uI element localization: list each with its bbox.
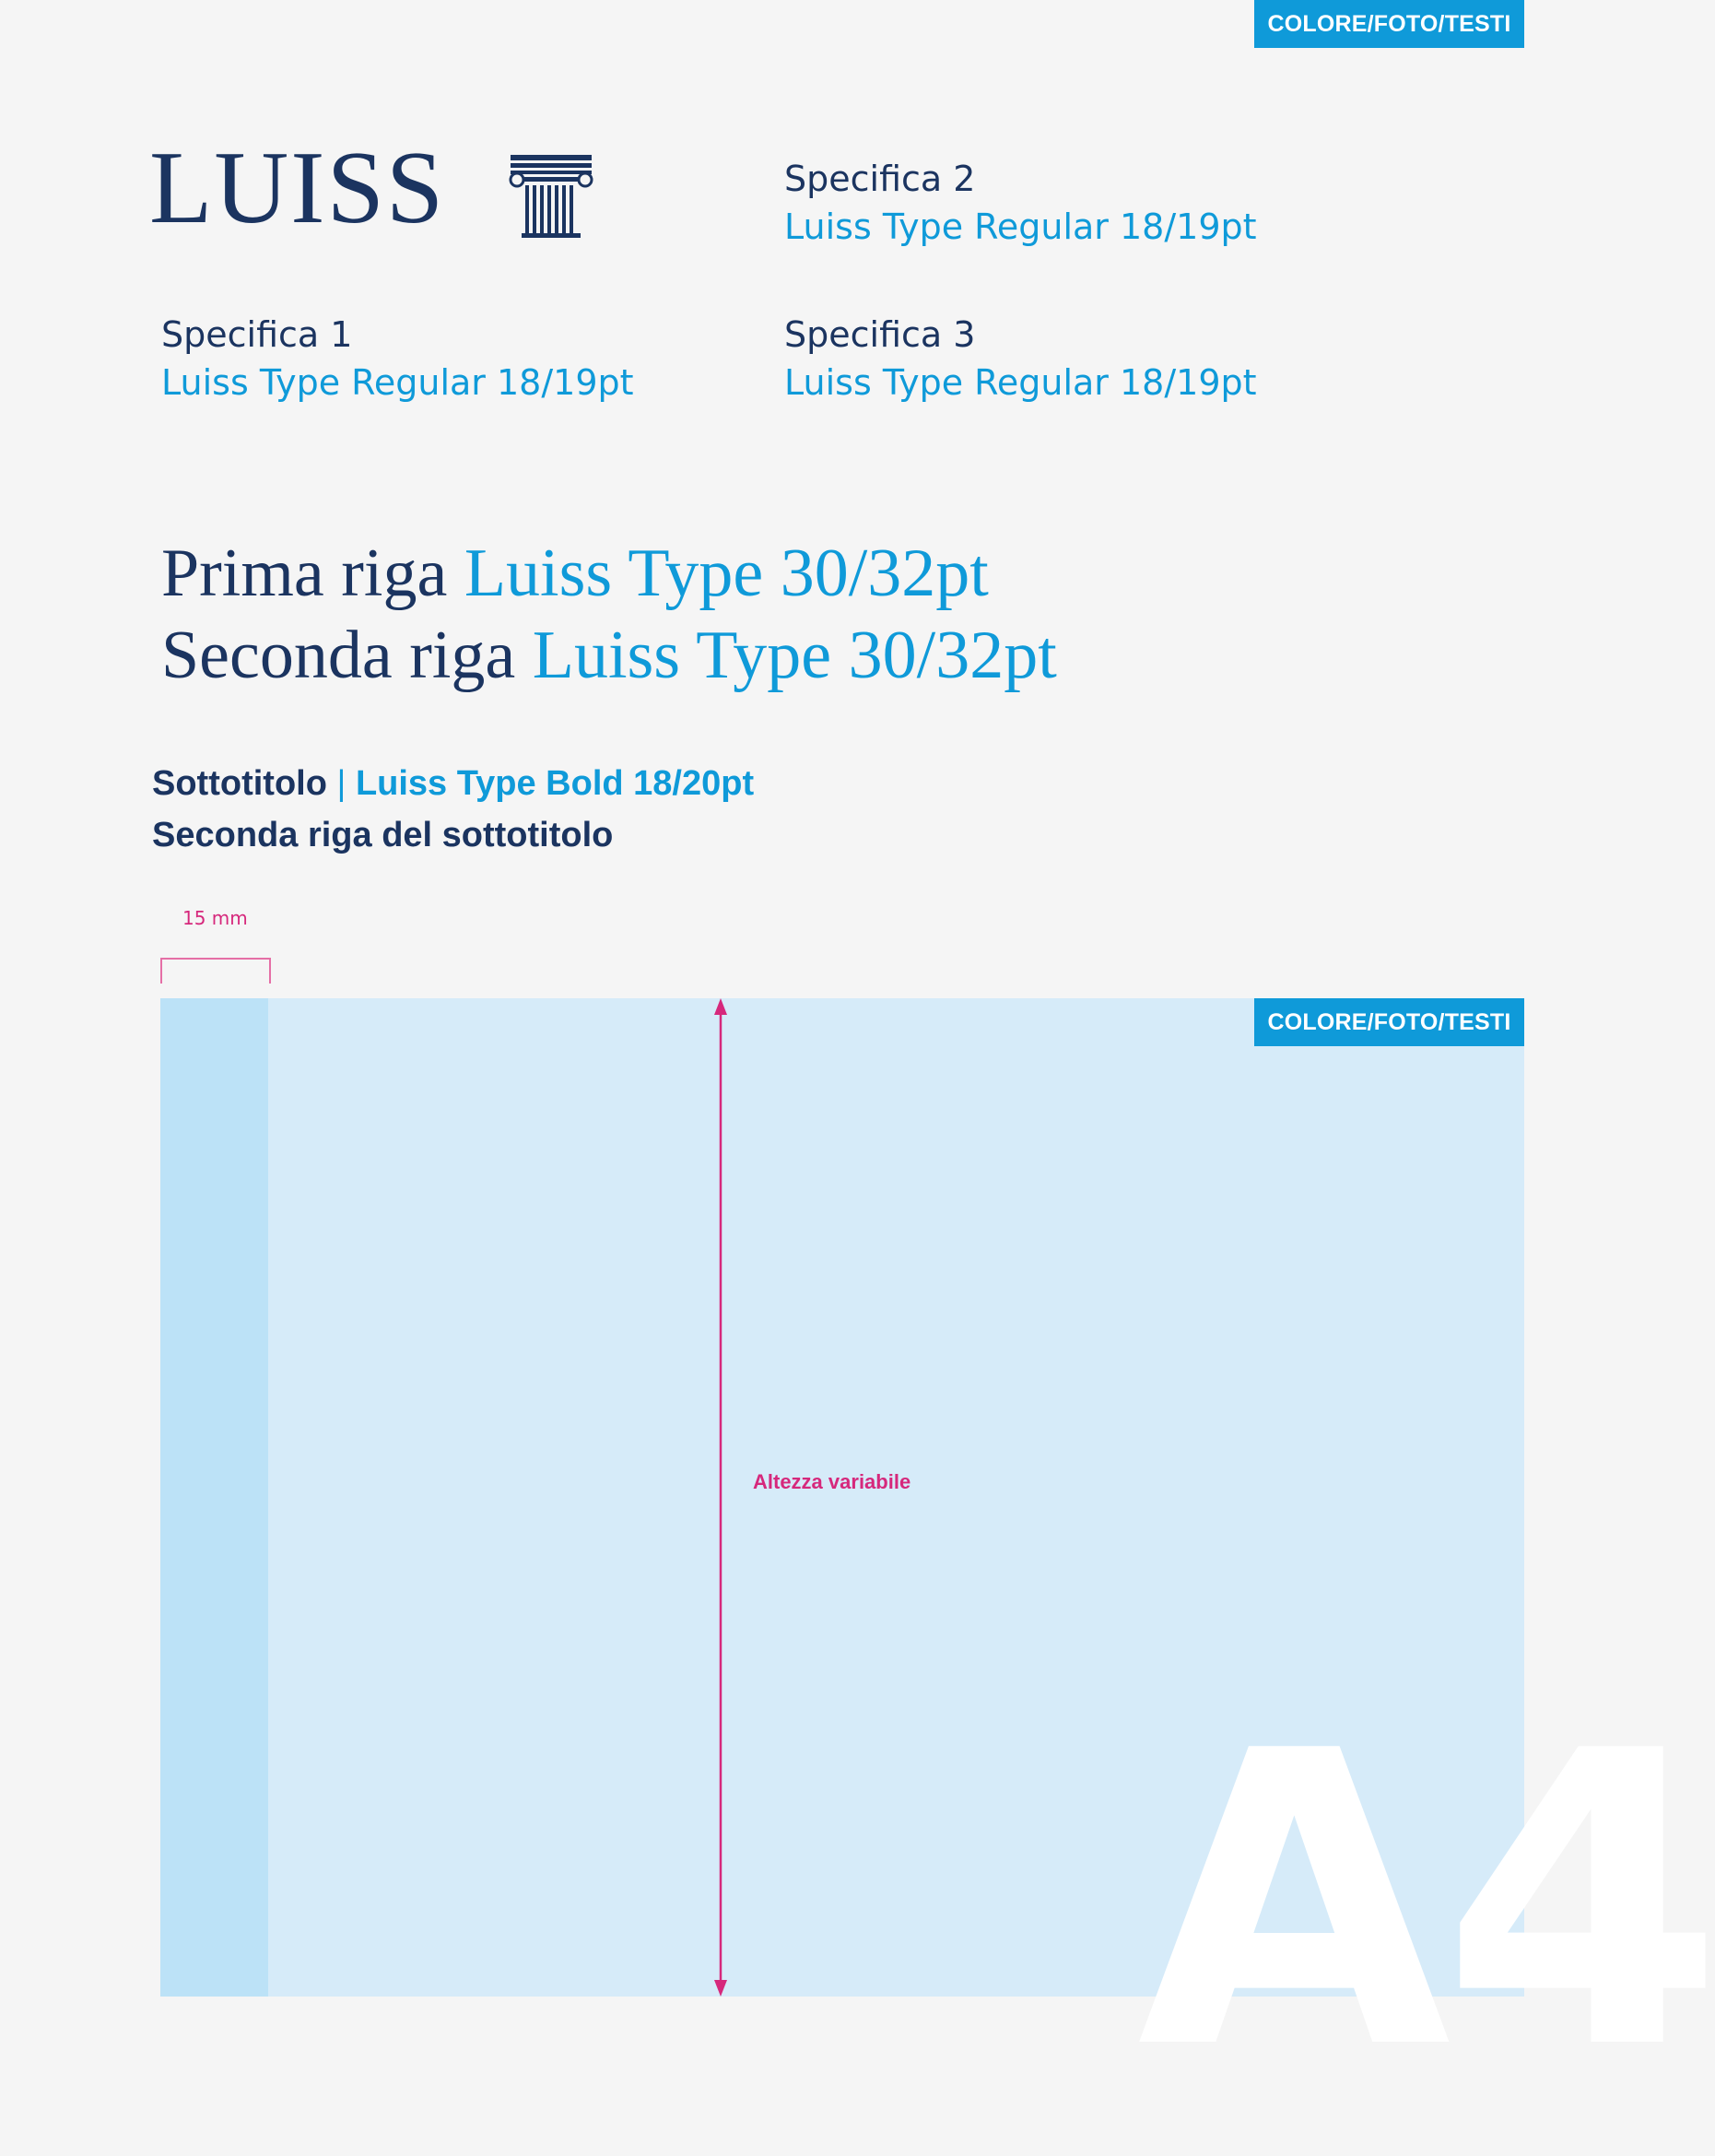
headline-line-1-blue: Luiss Type 30/32pt: [464, 536, 989, 611]
margin-measure-label: 15 mm: [182, 907, 248, 929]
headline-line-2-dark: Seconda riga: [161, 618, 516, 693]
height-label: Altezza variabile: [753, 1470, 911, 1493]
spec-1-title: Specifica 1: [161, 314, 353, 355]
spec-2: [784, 155, 1257, 251]
headline-line-1: [161, 533, 1057, 615]
headline-line-2: [161, 615, 1057, 697]
subtitle: [152, 758, 754, 861]
format-watermark: A4: [1137, 1666, 1715, 2138]
content-area: [160, 998, 1715, 2138]
column-logo-icon: [509, 155, 593, 238]
section-tag-bottom: COLORE/FOTO/TESTI: [1254, 998, 1524, 1046]
margin-strip: [160, 998, 268, 1997]
subtitle-line-1-dark: Sottotitolo: [152, 764, 327, 803]
spec-2-detail: Luiss Type Regular 18/19pt: [784, 206, 1257, 247]
spec-2-title: Specifica 2: [784, 159, 976, 199]
luiss-wordmark: LUISS: [149, 131, 446, 245]
height-arrow-icon: [710, 998, 732, 1997]
subtitle-separator: |: [336, 764, 347, 803]
margin-measure-bracket: [160, 958, 271, 984]
subtitle-line-1-blue: Luiss Type Bold 18/20pt: [355, 764, 755, 803]
subtitle-line-2: Seconda riga del sottotitolo: [152, 816, 614, 854]
spec-3-title: Specifica 3: [784, 314, 976, 355]
headline-line-1-dark: Prima riga: [161, 536, 448, 611]
spec-3: [784, 311, 1257, 406]
spec-3-detail: Luiss Type Regular 18/19pt: [784, 362, 1257, 403]
headline: [161, 533, 1057, 697]
spec-1-detail: Luiss Type Regular 18/19pt: [161, 362, 634, 403]
subtitle-line-1: [152, 758, 754, 809]
spec-1: [161, 311, 634, 406]
section-tag-top: COLORE/FOTO/TESTI: [1254, 0, 1524, 48]
headline-line-2-blue: Luiss Type 30/32pt: [532, 618, 1057, 693]
